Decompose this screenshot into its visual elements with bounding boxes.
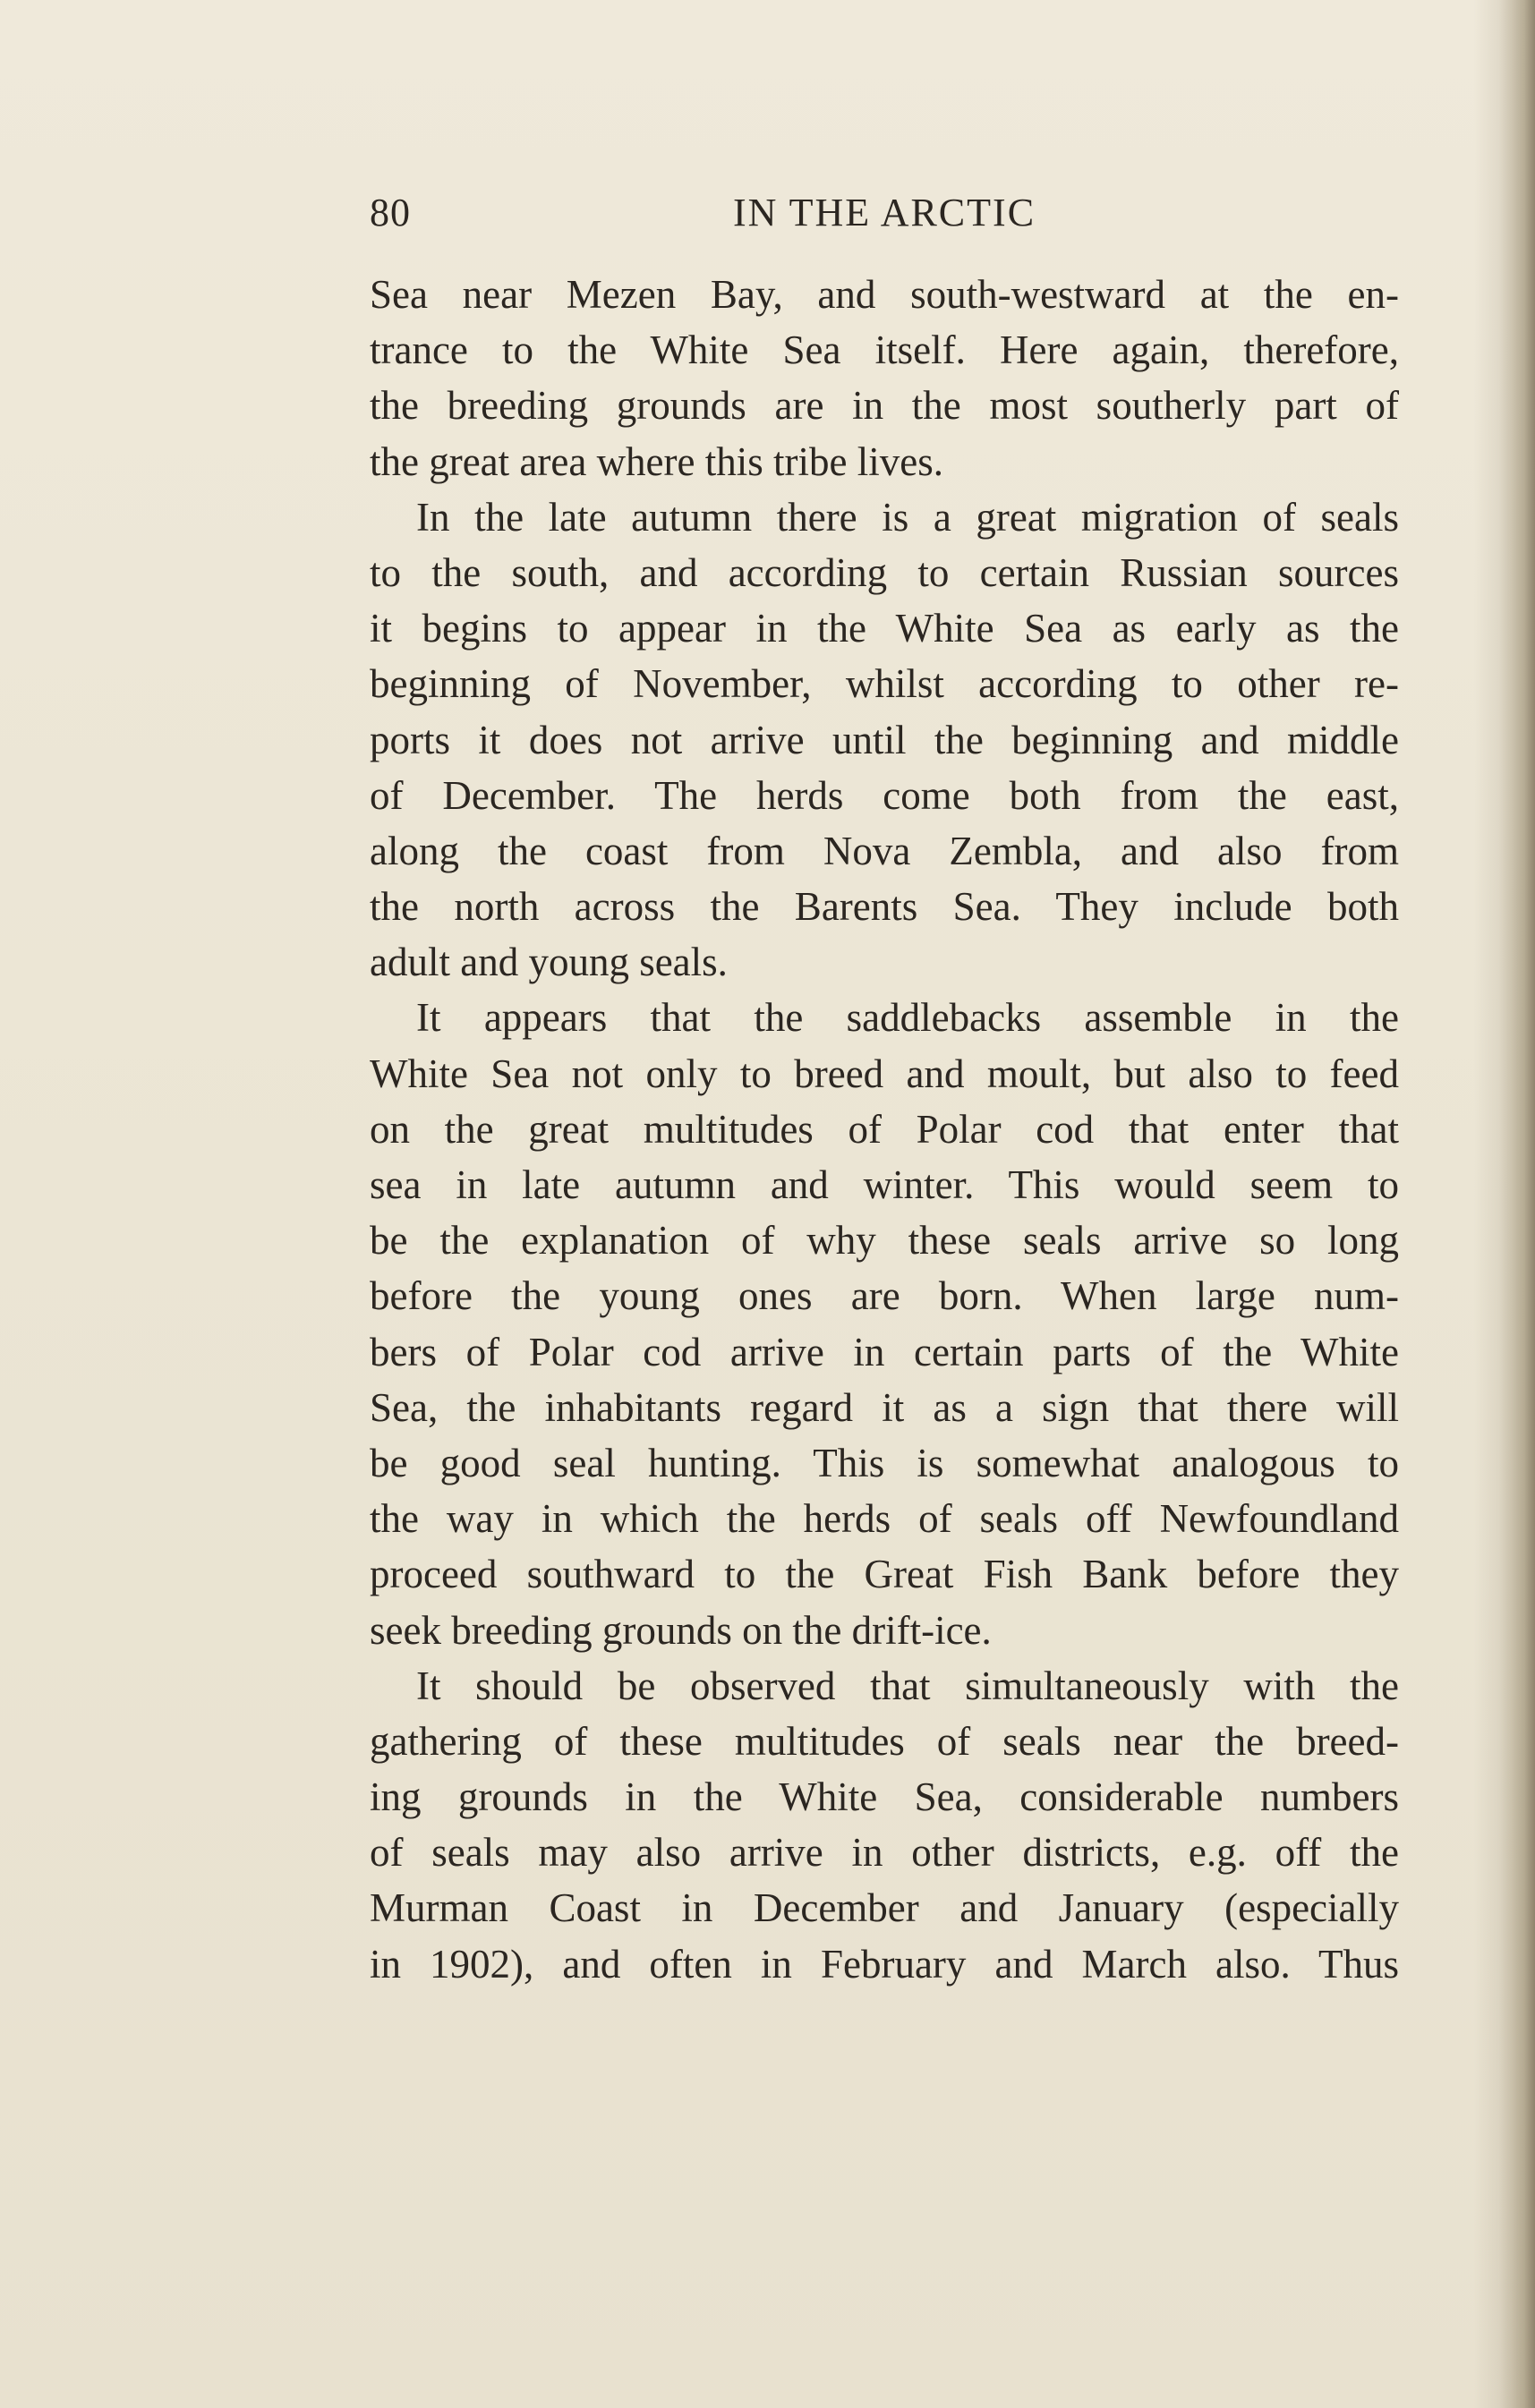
- text-line: Sea, the inhabitants regard it as a sign that there will: [370, 1384, 1399, 1430]
- text-line: bers of Polar cod arrive in certain parts of the White: [370, 1329, 1399, 1374]
- text-line: beginning of November, whilst according to other re-: [370, 661, 1399, 707]
- text-line: It appears that the saddlebacks assemble in the: [416, 995, 1399, 1041]
- text-line: proceed southward to the Great Fish Bank before they: [370, 1552, 1399, 1597]
- text-line: of seals may also arrive in other districts, e.g. off the: [370, 1830, 1399, 1876]
- running-head: IN THE ARCTIC: [732, 191, 1036, 234]
- text-line: gathering of these multitudes of seals near the breed-: [370, 1718, 1399, 1764]
- text-line: be the explanation of why these seals arrive so long: [370, 1218, 1399, 1264]
- text-line: seek breeding grounds on the drift-ice.: [370, 1607, 992, 1653]
- text-line: the great area where this tribe lives.: [370, 438, 943, 484]
- page-edge-shadow: [1499, 0, 1535, 2408]
- text-line: ports it does not arrive until the beginning and middle: [370, 717, 1399, 762]
- text-line: sea in late autumn and winter. This would seem to: [370, 1162, 1399, 1207]
- text-line: White Sea not only to breed and moult, but also to feed: [370, 1051, 1399, 1096]
- text-line: trance to the White Sea itself. Here again, therefore,: [370, 328, 1399, 373]
- page-number: 80: [370, 191, 411, 234]
- text-line: along the coast from Nova Zembla, and also from: [370, 828, 1399, 873]
- text-line: it begins to appear in the White Sea as early as the: [370, 606, 1399, 651]
- text-line: Murman Coast in December and January (especially: [370, 1885, 1399, 1931]
- text-line: In the late autumn there is a great migration of seals: [416, 494, 1399, 540]
- text-line: the north across the Barents Sea. They include both: [370, 884, 1399, 930]
- body-text: [370, 267, 1399, 1992]
- text-line: the way in which the herds of seals off Newfoundland: [370, 1496, 1399, 1542]
- text-line: on the great multitudes of Polar cod that enter that: [370, 1106, 1399, 1152]
- text-line: to the south, and according to certain Russian sources: [370, 549, 1399, 595]
- text-line: in 1902), and often in February and March also. Thus: [370, 1941, 1399, 1987]
- text-line: be good seal hunting. This is somewhat analogous to: [370, 1440, 1399, 1485]
- text-line: of December. The herds come both from the east,: [370, 772, 1399, 818]
- text-line: It should be observed that simultaneously with the: [416, 1663, 1399, 1708]
- text-line: adult and young seals.: [370, 940, 728, 985]
- text-line: ing grounds in the White Sea, considerable numbers: [370, 1774, 1399, 1820]
- text-line: before the young ones are born. When large num-: [370, 1273, 1399, 1319]
- text-line: Sea near Mezen Bay, and south-westward at the en-: [370, 272, 1399, 317]
- text-line: the breeding grounds are in the most southerly part of: [370, 383, 1399, 429]
- page-header: [370, 190, 1399, 243]
